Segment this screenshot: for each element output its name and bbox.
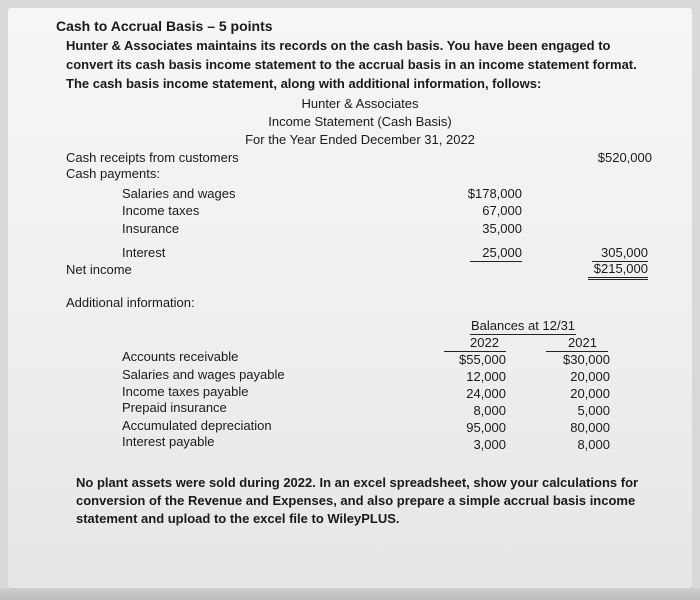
year-2022-header: 2022 — [444, 335, 506, 352]
payment-value-insurance: 35,000 — [482, 221, 522, 236]
payment-label-income-taxes: Income taxes — [122, 203, 200, 218]
balances-header: Balances at 12/31 — [470, 318, 576, 333]
intro-line-3: The cash basis income statement, along with additional information, follows: — [66, 76, 542, 91]
payment-label-salaries: Salaries and wages — [122, 186, 236, 201]
balance-2022-salaries-payable: 12,000 — [466, 369, 506, 384]
balance-2022-ar: $55,000 — [459, 352, 506, 367]
receipts-label: Cash receipts from customers — [66, 150, 239, 165]
payment-value-salaries: $178,000 — [467, 186, 522, 201]
balance-label-income-taxes-payable: Income taxes payable — [122, 384, 249, 399]
additional-heading: Additional information: — [66, 295, 195, 310]
balance-label-accumulated-depreciation: Accumulated depreciation — [122, 418, 272, 433]
balance-2021-interest-payable: 8,000 — [577, 437, 610, 452]
balance-2021-income-taxes-payable: 20,000 — [570, 386, 610, 401]
payment-label-interest: Interest — [122, 245, 166, 260]
balance-2022-accumulated-depreciation: 95,000 — [466, 420, 506, 435]
payment-label-insurance: Insurance — [122, 221, 180, 236]
statement-period: For the Year Ended December 31, 2022 — [245, 132, 475, 147]
net-income-label: Net income — [66, 262, 132, 277]
balance-2021-prepaid-insurance: 5,000 — [577, 403, 610, 418]
balance-2021-accumulated-depreciation: 80,000 — [570, 420, 610, 435]
receipts-value: $520,000 — [597, 150, 652, 165]
closing-line-3: statement and upload to the excel file to WileyPLUS. — [76, 511, 400, 526]
balance-2021-ar: $30,000 — [563, 352, 610, 367]
balance-2021-salaries-payable: 20,000 — [570, 369, 610, 384]
problem-title: Cash to Accrual Basis – 5 points — [56, 18, 273, 34]
balance-2022-income-taxes-payable: 24,000 — [466, 386, 506, 401]
balance-label-salaries-payable: Salaries and wages payable — [122, 367, 285, 382]
payment-value-interest: 25,000 — [470, 245, 522, 262]
net-income-value: $215,000 — [588, 261, 648, 280]
balance-2022-interest-payable: 3,000 — [473, 437, 506, 452]
balance-2022-prepaid-insurance: 8,000 — [473, 403, 506, 418]
photo-bottom-edge — [0, 588, 700, 600]
balance-label-prepaid-insurance: Prepaid insurance — [122, 400, 227, 415]
intro-line-2: convert its cash basis income statement to the accrual basis in an income statement format. — [66, 57, 637, 72]
balance-label-interest-payable: Interest payable — [122, 434, 215, 449]
closing-line-2: conversion of the Revenue and Expenses, and also prepare a simple accrual basis income — [76, 493, 636, 508]
total-payments-value: 305,000 — [592, 245, 648, 262]
balance-label-ar: Accounts receivable — [122, 349, 239, 364]
payment-value-income-taxes: 67,000 — [482, 203, 522, 218]
intro-line-1: Hunter & Associates maintains its records on the cash basis. You have been engaged to — [66, 38, 611, 53]
closing-line-1: No plant assets were sold during 2022. In an excel spreadsheet, show your calculations for — [76, 475, 639, 490]
payments-label: Cash payments: — [66, 166, 160, 181]
company-name: Hunter & Associates — [301, 96, 419, 111]
year-2021-header: 2021 — [546, 335, 608, 352]
statement-name: Income Statement (Cash Basis) — [268, 114, 452, 129]
